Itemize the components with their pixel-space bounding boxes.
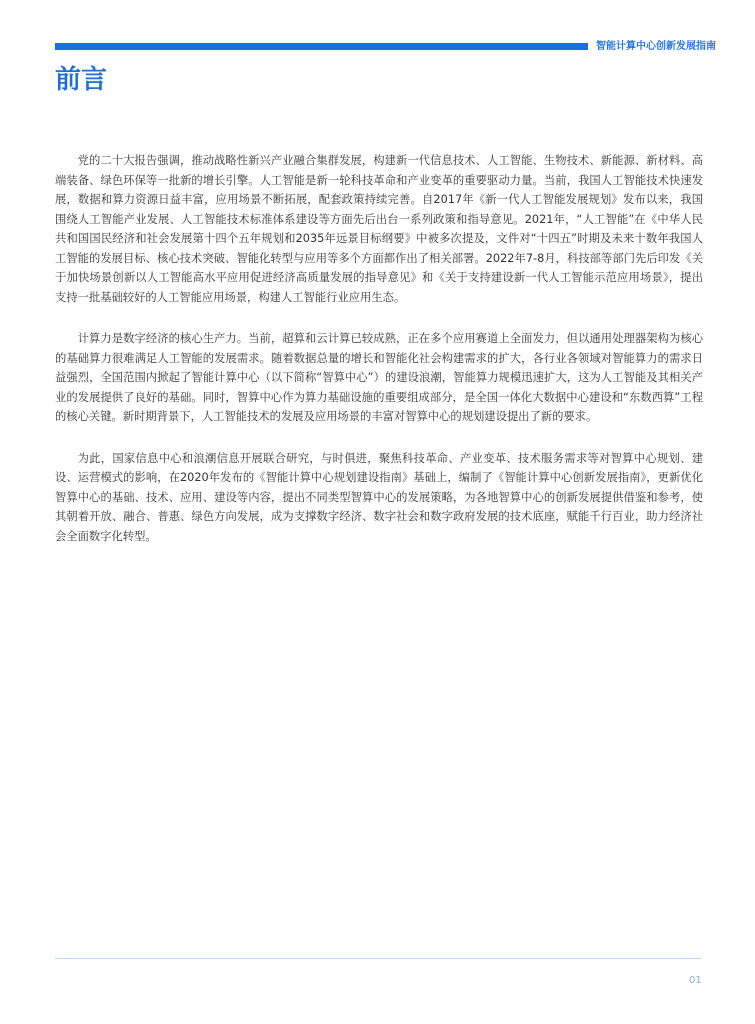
paragraph-2: 计算力是数字经济的核心生产力。当前，超算和云计算已较成熟，正在多个应用赛道上全面发力，但以通用处理器架构为核心的基础算力很难满足人工智能的发展需求。随着数据总量的增长和智能化社会构建需求的扩大，各行业各领域对智能算力的需求日益强烈，全国范围内掀起了智能计算中心（以下简称“智算中心”）的建设浪潮，智能算力规模迅速扩大，这为人工智能及其相关产业的发展提供了良好的基础。同时，智算中心作为算力基础设施的重要组成部分，是全国一体化大数据中心建设和“东数西算”工程的核心关键。新时期背景下，人工智能技术的发展及应用场景的丰富对智算中心的规划建设提出了新的要求。 xyxy=(55,332,703,423)
body-text xyxy=(55,151,703,568)
paragraph-1: 党的二十大报告强调，推动战略性新兴产业融合集群发展，构建新一代信息技术、人工智能、生物技术、新能源、新材料、高端装备、绿色环保等一批新的增长引擎。人工智能是新一轮科技革命和产业变革的重要驱动力量。当前，我国人工智能技术快速发展，数据和算力资源日益丰富，应用场景不断拓展，配套政策持续完善。自2017年《新一代人工智能发展规划》发布以来，我国围绕人工智能产业发展、人工智能技术标准体系建设等方面先后出台一系列政策和指导意见。2021年，“人工智能”在《中华人民共和国国民经济和社会发展第十四个五年规划和2035年远景目标纲要》中被多次提及，文件对“十四五”时期及未来十数年我国人工智能的发展目标、核心技术突破、智能化转型与应用等多个方面都作出了相关部署。2022年7-8月，科技部等部门先后印发《关于加快场景创新以人工智能高水平应用促进经济高质量发展的指导意见》和《关于支持建设新一代人工智能示范应用场景》，提出支持一批基础较好的人工智能应用场景，构建人工智能行业应用生态。 xyxy=(55,154,703,304)
footer-divider xyxy=(55,958,701,959)
page-number: 01 xyxy=(689,975,702,986)
page-title: 前言 xyxy=(55,65,108,95)
header-accent-bar xyxy=(55,43,588,50)
paragraph-3: 为此，国家信息中心和浪潮信息开展联合研究，与时俱进，聚焦科技革命、产业变革、技术服务需求等对智算中心规划、建设、运营模式的影响，在2020年发布的《智能计算中心规划建设指南》基础上，编制了《智能计算中心创新发展指南》，更新优化智算中心的基础、技术、应用、建设等内容，提出不同类型智算中心的发展策略，为各地智算中心的创新发展提供借鉴和参考，使其朝着开放、融合、普惠、绿色方向发展，成为支撑数字经济、数字社会和数字政府发展的技术底座，赋能千行百业，助力经济社会全面数字化转型。 xyxy=(55,451,703,543)
running-header-title: 智能计算中心创新发展指南 xyxy=(596,41,716,52)
